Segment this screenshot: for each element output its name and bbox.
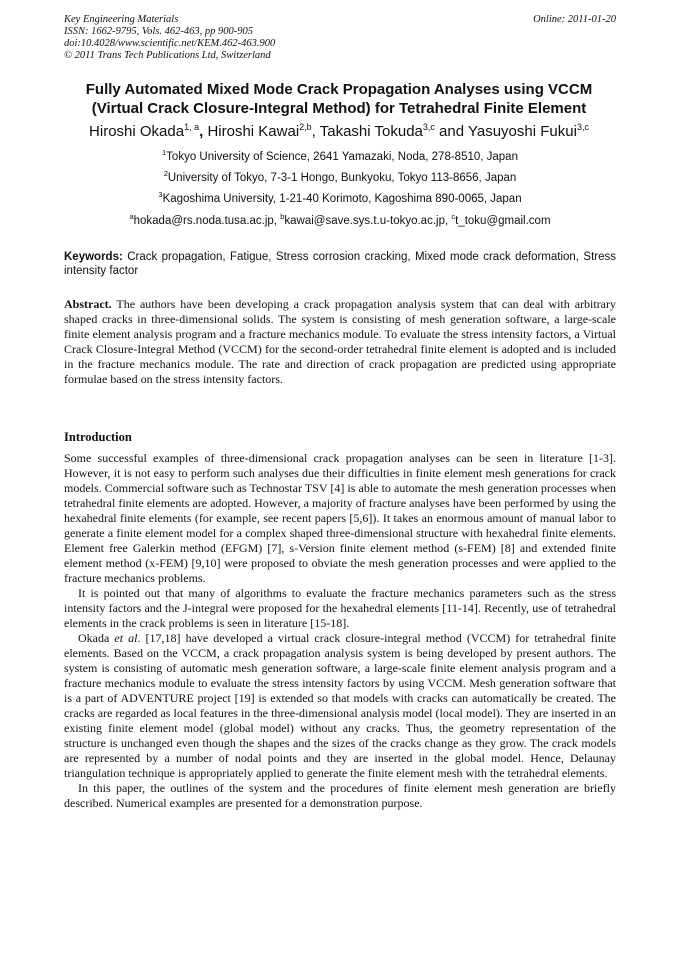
copyright-line: © 2011 Trans Tech Publications Ltd, Switzerland — [64, 50, 271, 61]
abstract-text: The authors have been developing a crack propagation analysis system that can deal with arbitrary shaped cracks in three-dimensional solids. The system is consisting of mesh generation software, a large-scale finite element analysis program and a fracture mechanics module. To evaluate the stress intensity factors, a Virtual Crack Closure-Integral Method (VCCM) for the second-order tetrahedral finite element is adopted and is included in the fracture mechanics module. The rate and direction of crack propagation are predicted using appropriate formulae based on the stress intensity factors. — [64, 297, 616, 386]
author-name: Takashi Tokuda — [319, 123, 423, 140]
author-name: Hiroshi Okada — [89, 123, 185, 140]
author-separator: , — [311, 123, 320, 140]
paragraph-text: Okada — [78, 631, 115, 645]
email-line — [64, 214, 616, 228]
introduction-body — [64, 451, 616, 811]
author-superscript: 2,b — [299, 122, 312, 132]
title-line-1: Fully Automated Mixed Mode Crack Propagation Analyses using VCCM — [85, 81, 593, 98]
affiliation-3 — [64, 192, 616, 206]
author-superscript: 1, a — [184, 122, 200, 132]
author-list — [44, 122, 634, 142]
email-text: kawai@save.sys.t.u-tokyo.ac.jp, — [284, 215, 452, 227]
title-line-2: (Virtual Crack Closure-Integral Method) for Tetrahedral Finite Element — [91, 100, 587, 117]
affiliation-superscript: 2 — [163, 169, 168, 178]
abstract-label: Abstract. — [64, 297, 112, 311]
author-name: Yasuyoshi Fukui — [467, 123, 577, 140]
affiliation-text: University of Tokyo, 7-3-1 Hongo, Bunkyoku, Tokyo 113-8656, Japan — [167, 172, 517, 184]
abstract-block — [64, 297, 616, 387]
paragraph-emphasis: et al — [114, 631, 138, 645]
paragraph: Some successful examples of three-dimensional crack propagation analyses can be seen in literature [1-3]. However, it is not easy to perform such analyses due their difficulties in finite element mesh generations for crack models. Commercial software such as Technostar TSV [4] is able to automate the mesh generation processes when tetrahedral finite elements are adopted. However, a majority of fracture analyses have been performed by using the hexahedral finite elements (for example, see recent papers [5,6]). It takes an enormous amount of manual labor to generate a finite element model for a complex shaped three-dimensional structure with hexahedral finite elements. Element free Galerkin method (EFGM) [7], s-Version finite element method (s-FEM) [8] and extended finite element method (x-FEM) [9,10] were proposed to obviate the mesh generation processes and were applied to the fracture mechanics problems. — [64, 451, 616, 585]
author-separator: and — [434, 123, 468, 140]
journal-name: Key Engineering Materials — [64, 14, 179, 25]
introduction-heading: Introduction — [64, 430, 132, 444]
author-superscript: 3,c — [422, 122, 435, 132]
paragraph: It is pointed out that many of algorithms to evaluate the fracture mechanics parameters such as the stress intensity factors and the J-integral were proposed for the hexahedral elements [11-14]. Recently, use of tetrahedral elements in the crack problems is seen in literature [15-18]. — [64, 586, 616, 630]
affiliation-2 — [64, 171, 616, 185]
email-text: hokada@rs.noda.tusa.ac.jp, — [133, 215, 281, 227]
author-separator: , — [199, 123, 208, 140]
author-superscript: 3,c — [576, 122, 589, 132]
paper-title — [58, 80, 620, 118]
paragraph: In this paper, the outlines of the system and the procedures of finite element mesh generation are briefly described. Numerical examples are presented for a demonstration purpose. — [64, 781, 616, 810]
keywords-label: Keywords: — [64, 251, 123, 263]
journal-header — [64, 14, 616, 62]
issn-line: ISSN: 1662-9795, Vols. 462-463, pp 900-905 — [64, 26, 253, 37]
email-text: t_toku@gmail.com — [455, 215, 551, 227]
keywords-text: Crack propagation, Fatigue, Stress corrosion cracking, Mixed mode crack deformation, Stress intensity factor — [64, 251, 616, 277]
paragraph — [64, 631, 616, 781]
author-name: Hiroshi Kawai — [207, 123, 300, 140]
email-superscript: a — [129, 212, 134, 221]
doi-line: doi:10.4028/www.scientific.net/KEM.462-463.900 — [64, 38, 276, 49]
affiliation-1 — [64, 150, 616, 164]
online-date: Online: 2011-01-20 — [533, 14, 616, 25]
email-superscript: c — [451, 212, 456, 221]
affiliation-text: Kagoshima University, 1-21-40 Korimoto, Kagoshima 890-0065, Japan — [162, 193, 522, 205]
affiliation-superscript: 1 — [162, 148, 167, 157]
keywords-block — [64, 250, 616, 278]
email-superscript: b — [280, 212, 285, 221]
affiliation-text: Tokyo University of Science, 2641 Yamazaki, Noda, 278-8510, Japan — [166, 151, 518, 163]
affiliation-superscript: 3 — [158, 190, 163, 199]
paragraph-text: . [17,18] have developed a virtual crack closure-integral method (VCCM) for tetrahedral finite elements. Based on the VCCM, a crack propagation analysis system is being developed by present authors. The system is consisting of automatic mesh generation software, a large-scale finite element analysis program and a fracture mechanics module to evaluate the stress intensity factors by using VCCM. Mesh generation software that is a part of ADVENTURE project [19] is extended so that models with cracks can automatically be created. The cracks are regarded as local features in the three-dimensional analysis model (local model). They are inserted in an existing finite element model (global model) without any cracks. Thus, the geometry representation of the structure is unchanged even though the shapes and the sizes of the cracks change as they grow. The crack models are represented by a number of nodal points and they are inserted in the global model. Hence, Delaunay triangulation technique is appropriately applied to generate the finite element mesh with the tetrahedral elements. — [64, 631, 617, 780]
